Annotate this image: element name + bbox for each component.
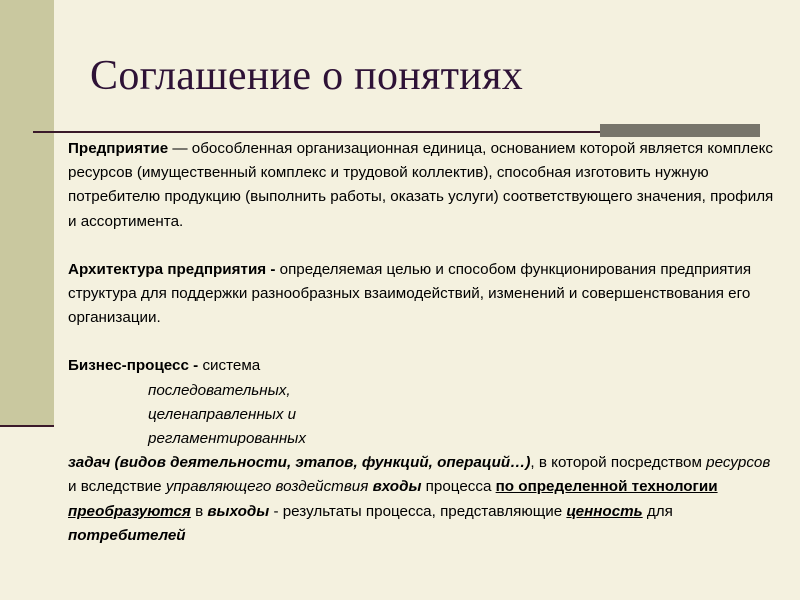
resources-word: ресурсов <box>706 454 771 472</box>
definition-text: определяемая целью и способом функционирования предприятия структура для поддержки разнообразных взаимодействий, изменений и совершенствования его организации. <box>68 260 752 327</box>
definition-text: — обособленная организационная единица, основанием которой является комплекс ресурсов (имущественный комплекс и трудовой коллектив), способная изготовить нужную потребителю продукцию (выполнить работы, оказать услуги) соответствующего значения, профиля и ассортимента. <box>68 140 774 230</box>
transformed-word: преобразуются <box>68 502 191 520</box>
left-decorative-bar <box>0 0 54 425</box>
left-bar-underline <box>0 425 54 427</box>
inputs-word: входы <box>372 478 422 496</box>
term-enterprise: Предприятие <box>68 140 169 157</box>
definition-architecture <box>68 258 778 331</box>
list-item: целенаправленных и <box>148 405 297 423</box>
spacer <box>68 330 778 354</box>
text-run: для <box>642 502 673 520</box>
managing-phrase: управляющего воздействия <box>165 478 369 496</box>
spacer <box>68 234 778 258</box>
business-process-continuation <box>68 451 778 548</box>
term-architecture: Архитектура предприятия - <box>68 260 276 278</box>
by-technology-phrase: по определенной технологии <box>495 478 718 496</box>
tasks-phrase: задач (видов деятельности, этапов, функций, операций…) <box>68 454 531 472</box>
outputs-word: выходы <box>207 502 270 520</box>
list-item: последовательных, <box>148 381 291 399</box>
text-run: - результаты процесса, представляющие <box>269 502 567 520</box>
text-run: и вследствие <box>68 478 166 496</box>
consumers-word: потребителей <box>68 526 186 544</box>
definition-text: система <box>198 357 261 375</box>
definition-business-process <box>68 354 778 378</box>
text-run: в <box>190 502 208 520</box>
slide-body <box>68 137 778 548</box>
term-business-process: Бизнес-процесс - <box>68 357 199 375</box>
definition-enterprise <box>68 137 778 234</box>
list-item: регламентированных <box>148 430 306 448</box>
text-run: процесса <box>421 478 496 496</box>
value-word: ценность <box>566 502 643 520</box>
text-run: , в которой посредством <box>530 454 707 472</box>
title-divider-accent <box>600 124 760 137</box>
slide-title: Соглашение о понятиях <box>90 53 524 99</box>
